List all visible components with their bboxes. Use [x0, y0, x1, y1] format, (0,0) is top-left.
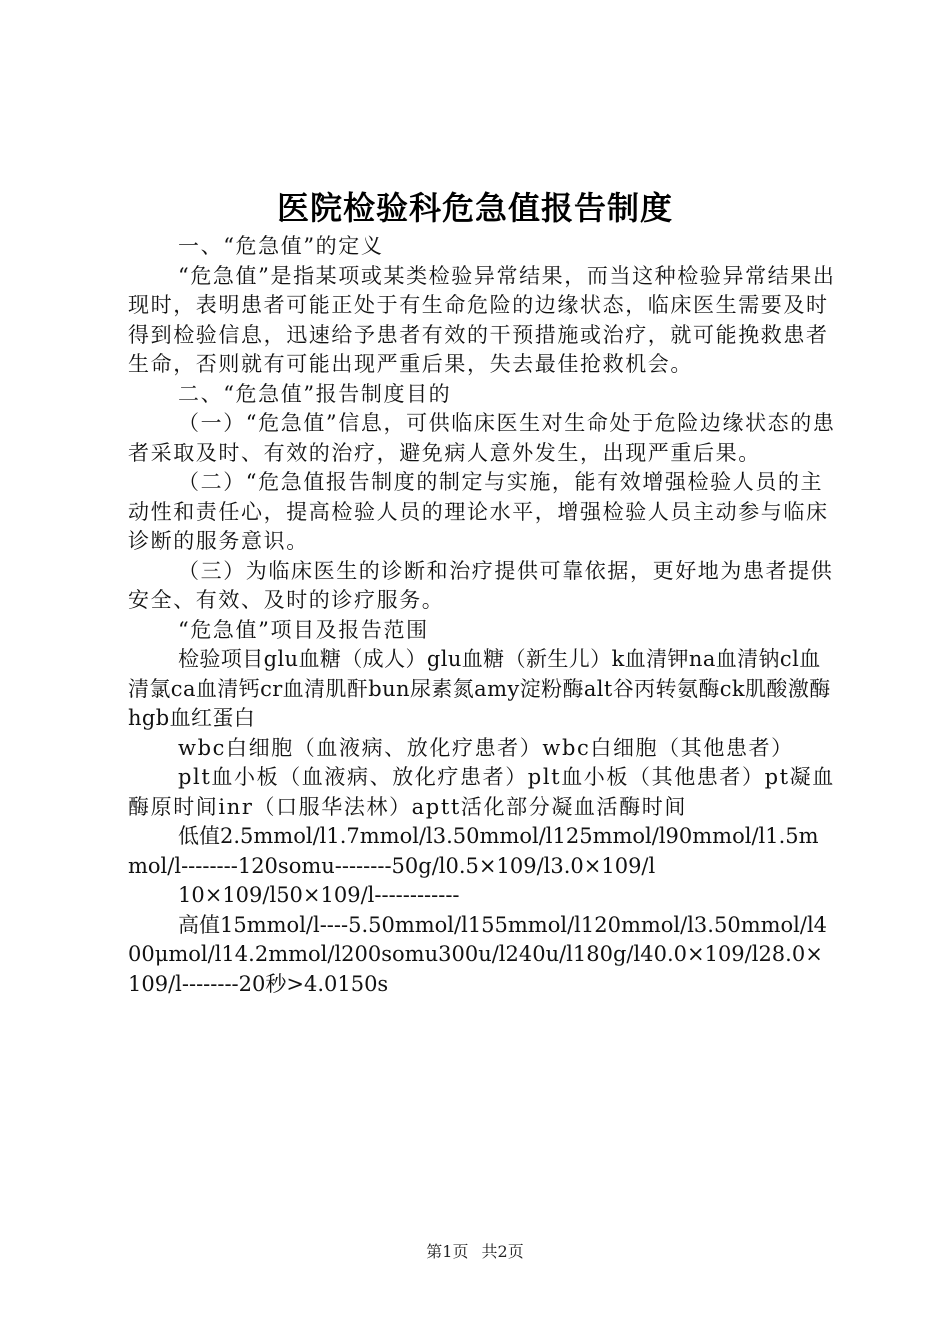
document-title: 医院检验科危急值报告制度: [276, 189, 673, 227]
paragraph-purpose-3: （三）为临床医生的诊断和治疗提供可靠依据，更好地为患者提供安全、有效、及时的诊疗服务。: [128, 558, 834, 612]
paragraph-low-values: 低值2.5mmol/l1.7mmol/l3.50mmol/l125mmol/l90mmol/l1.5mmol/l--------120somu--------50g/l0.5×109/l3.0×109/l: [128, 824, 819, 878]
paragraph-test-items: 检验项目glu血糖（成人）glu血糖（新生儿）k血清钾na血清钠cl血清氯ca血清钙cr血清肌酐bun尿素氮amy淀粉酶alt谷丙转氨酶ck肌酸激酶hgb血红蛋白: [128, 647, 831, 730]
paragraph-plt-items: plt血小板（血液病、放化疗患者）plt血小板（其他患者）pt凝血酶原时间inr（口服华法林）aptt活化部分凝血活酶时间: [128, 765, 835, 819]
paragraph-purpose-1: （一）“危急值”信息，可供临床医生对生命处于危险边缘状态的患者采取及时、有效的治疗，避免病人意外发生，出现严重后果。: [128, 411, 836, 465]
paragraph-wbc-items: wbc白细胞（血液病、放化疗患者）wbc白细胞（其他患者）: [178, 735, 794, 760]
section-heading-items: “危急值”项目及报告范围: [178, 617, 429, 642]
page-number: 第1页: [426, 1242, 469, 1261]
page-footer: [0, 1240, 950, 1264]
page-total: 共2页: [481, 1242, 524, 1261]
section-heading-purpose: 二、“危急值”报告制度目的: [178, 381, 452, 406]
paragraph-low-values-cont: 10×109/l50×109/l------------: [178, 883, 460, 907]
section-heading-definition: 一、“危急值”的定义: [178, 234, 384, 258]
document-body: [128, 232, 836, 999]
paragraph-definition: “危急值”是指某项或某类检验异常结果，而当这种检验异常结果出现时，表明患者可能正处于有生命危险的边缘状态，临床医生需要及时得到检验信息，迅速给予患者有效的干预措施或治疗，就可能挽救患者生命，否则就有可能出现严重后果，失去最佳抢救机会。: [128, 263, 836, 376]
paragraph-purpose-2: （二）“危急值报告制度的制定与实施，能有效增强检验人员的主动性和责任心，提高检验人员的理论水平，增强检验人员主动参与临床诊断的服务意识。: [128, 470, 829, 553]
paragraph-high-values: 高值15mmol/l----5.50mmol/l155mmol/l120mmol/l3.50mmol/l400μmol/l14.2mmol/l200somu300u/l240u/l180g/l40.0×109/l28.0×109/l--------20秒>4.0150s: [128, 912, 828, 996]
